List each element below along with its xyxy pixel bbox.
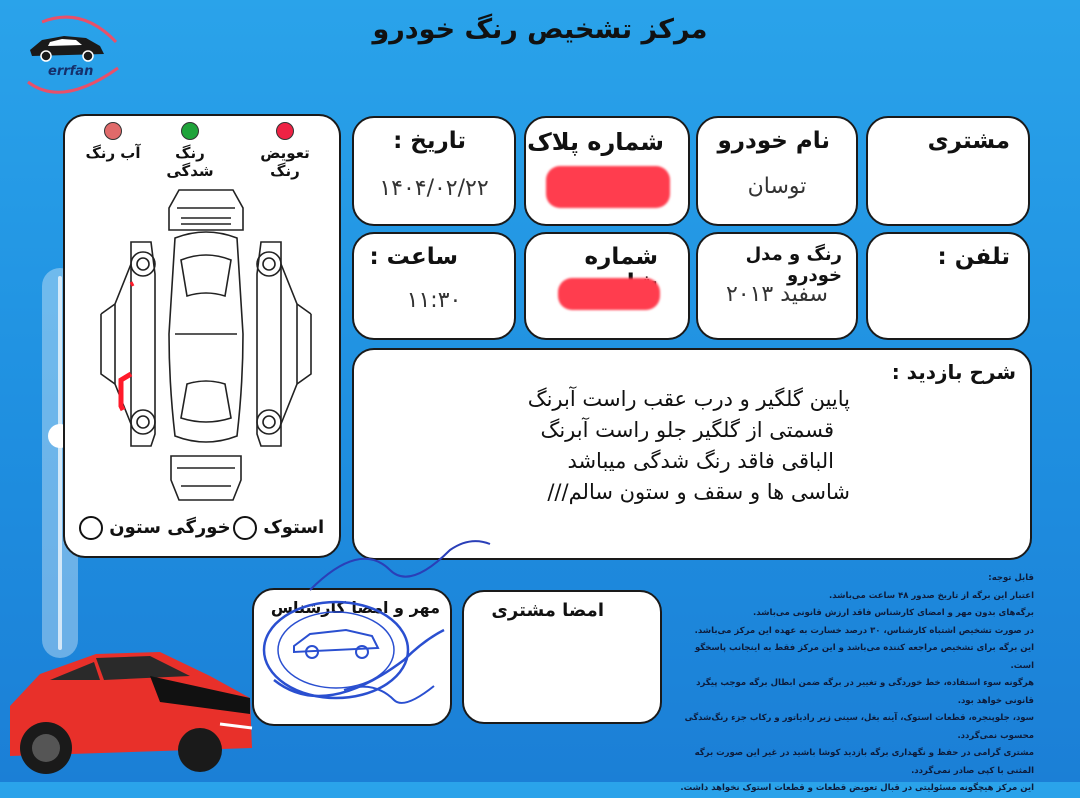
stamp-seal-icon	[254, 590, 454, 728]
logo-car-icon	[22, 8, 122, 104]
terms-line: این مرکز هیچگونه مسئولیتی در قبال تعویض قطعات و قطعات استوک نخواهد داشت.	[680, 783, 1034, 793]
plate-card	[524, 116, 690, 226]
legend-item-repainted	[155, 122, 225, 180]
color-model-label: رنگ و مدل خودرو	[745, 244, 842, 286]
logo-text: errfan	[48, 64, 94, 79]
damage-mark	[131, 282, 133, 286]
terms-line: هرگونه سوء استفاده، خط خوردگی و تغییر در برگه ضمن ابطال برگه موجب پیگرد قانونی خواهد بود.	[696, 678, 1034, 706]
plate-redacted	[546, 166, 670, 208]
color-model-card	[696, 232, 858, 340]
date-card	[352, 116, 516, 226]
time-card	[352, 232, 516, 340]
car-name-label: نام خودرو	[717, 128, 830, 154]
page-title: مرکز تشخیص رنگ خودرو	[372, 14, 708, 45]
legend-dot	[181, 122, 199, 140]
car-outline-diagram	[93, 184, 315, 502]
chassis-redacted	[558, 278, 660, 310]
red-car-image	[0, 636, 260, 782]
terms-notes	[672, 570, 1034, 798]
pillar-radio[interactable]	[79, 516, 103, 540]
legend-item-paint-water	[83, 122, 143, 162]
inspection-line: الباقی فاقد رنگ شدگی میباشد	[567, 449, 834, 473]
terms-line: سود، جلوپنجره، قطعات استوک، آینه بغل، سینی زیر رادیاتور و رکاب جزء رنگ‌شدگی محسوب نمی‌گردد.	[684, 713, 1034, 741]
car-diagram-card	[63, 114, 341, 558]
inspection-card	[352, 348, 1032, 560]
customer-signature-label: امضا مشتری	[491, 600, 604, 621]
option-stock-label: استوک	[263, 517, 325, 538]
option-pillar-label: خورگی ستون	[109, 517, 231, 538]
terms-line: این برگه برای تشخیص مراجعه کننده می‌باشد و این مرکز فقط به اینجانب پاسخگو است.	[694, 643, 1034, 671]
phone-card	[866, 232, 1030, 340]
plate-label: شماره پلاک	[527, 128, 664, 156]
expert-signature-label: مهر و امضا کارشناس	[270, 598, 440, 617]
terms-line: برگه‌های بدون مهر و امضای کارشناس فاقد ارزش قانونی می‌باشد.	[753, 608, 1034, 618]
time-label: ساعت :	[369, 244, 458, 270]
logo	[22, 8, 122, 104]
legend-label: رنگ شدگی	[166, 144, 214, 180]
legend-label: تعویض رنگ	[260, 144, 310, 180]
inspection-line: پایین گلگیر و درب عقب راست آبرنگ	[527, 387, 850, 411]
inspection-line: قسمتی از گلگیر جلو راست آبرنگ	[540, 418, 834, 442]
car-name-card	[696, 116, 858, 226]
legend-label: آب رنگ	[85, 144, 141, 162]
car-name-value: توسان	[747, 174, 807, 199]
inspection-line: شاسی ها و سقف و ستون سالم///	[547, 480, 850, 504]
time-value: ۱۱:۳۰	[406, 288, 462, 313]
signature-scribble	[300, 530, 500, 610]
inspection-notes	[470, 384, 850, 508]
date-label: تاریخ :	[393, 128, 466, 154]
terms-line: در صورت تشخیص اشتباه کارشناس، ۳۰ درصد خسارت به عهده این مرکز می‌باشد.	[694, 625, 1034, 636]
terms-line: مشتری گرامی در حفظ و نگهداری برگه بازدید کوشا باشید در غیر این صورت برگه المثنی با کپی صادر نمی‌گردد.	[694, 748, 1034, 776]
date-value: ۱۴۰۴/۰۲/۲۲	[379, 176, 489, 201]
inspection-label: شرح بازدید :	[891, 360, 1016, 384]
terms-title: قابل توجه:	[988, 573, 1034, 583]
terms-line: اعتبار این برگه از تاریخ صدور ۴۸ ساعت می‌باشد.	[829, 590, 1034, 601]
stock-radio[interactable]	[233, 516, 257, 540]
legend-dot	[276, 122, 294, 140]
customer-card	[866, 116, 1030, 226]
color-model-value: سفید ۲۰۱۳	[725, 282, 828, 307]
chassis-label: شماره	[584, 244, 658, 270]
chassis-card	[524, 232, 690, 340]
option-pillar-damage[interactable]	[79, 516, 231, 540]
slider-track	[58, 276, 62, 650]
damage-mark	[121, 374, 131, 410]
customer-label: مشتری	[927, 128, 1010, 154]
customer-signature-box	[462, 590, 662, 724]
legend-item-replaced	[243, 122, 327, 180]
phone-label: تلفن :	[937, 244, 1010, 270]
legend-dot	[104, 122, 122, 140]
